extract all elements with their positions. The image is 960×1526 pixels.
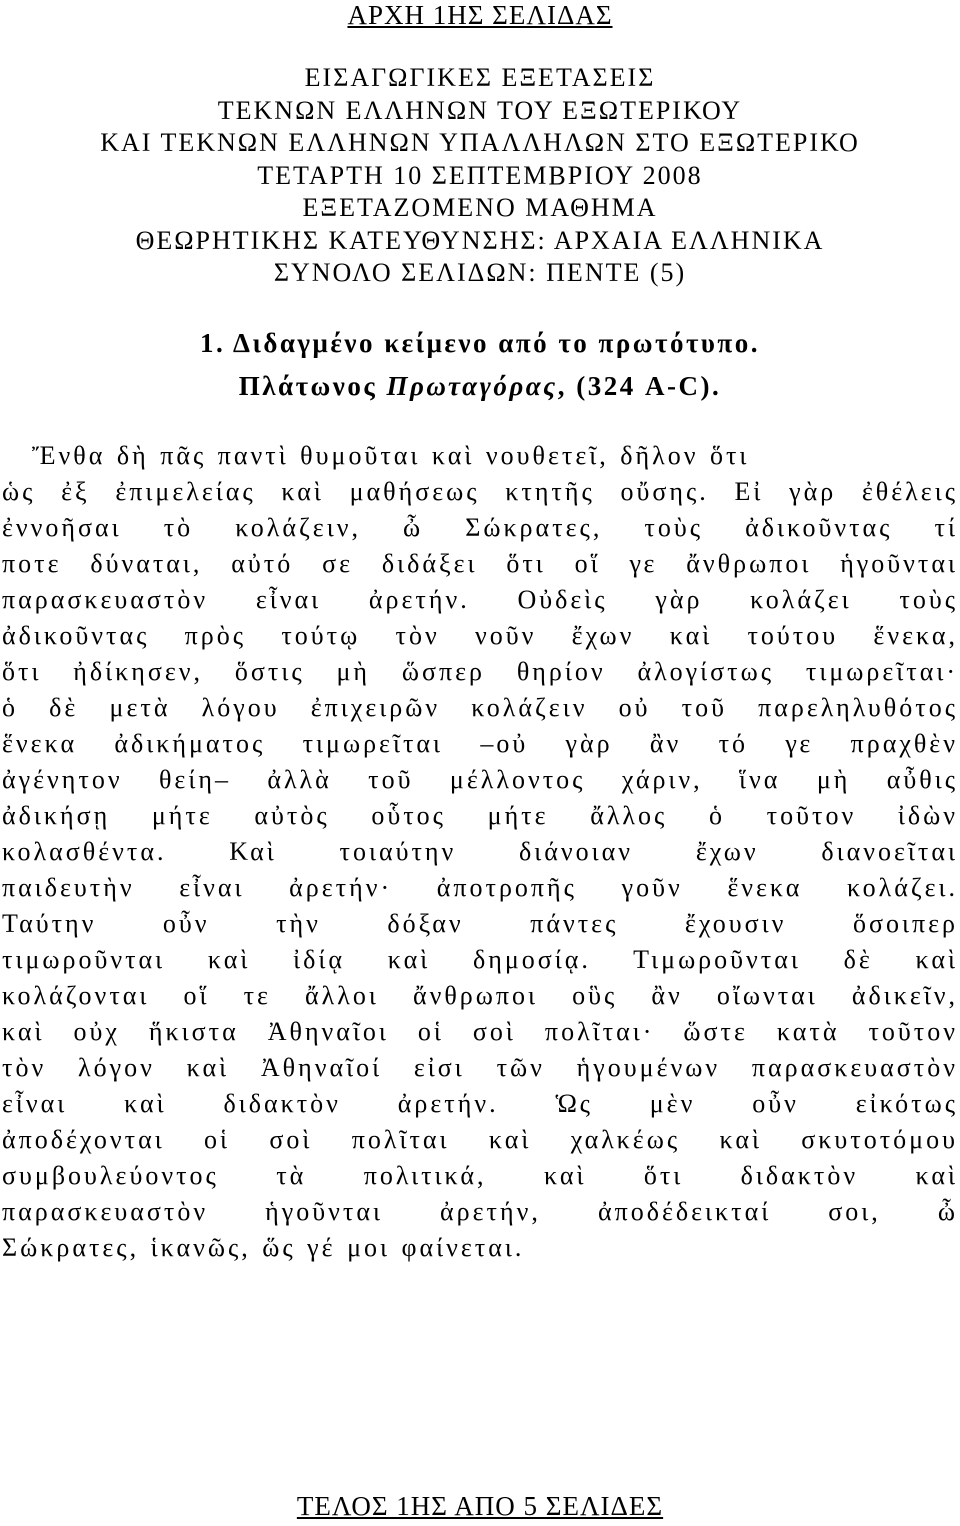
greek-passage — [2, 438, 958, 1266]
passage-line: τιμωροῦνται καὶ ἰδίᾳ καὶ δημοσίᾳ. Τιμωροῦνται δὲ καὶ — [2, 945, 958, 974]
passage-line: ἀγένητον θείη– ἀλλὰ τοῦ μέλλοντος χάριν, ἵνα μὴ αὖθις — [2, 765, 958, 794]
exam-heading-line: ΕΙΣΑΓΩΓΙΚΕΣ ΕΞΕΤΑΣΕΙΣ — [304, 63, 656, 92]
passage-line: Ἔνθα δὴ πᾶς παντὶ θυμοῦται καὶ νουθετεῖ, δῆλον ὅτι — [32, 441, 750, 470]
passage-line: παρασκευαστὸν εἶναι ἀρετήν. Οὐδεὶς γὰρ κολάζει τοὺς — [2, 585, 958, 614]
passage-line: εἶναι καὶ διδακτὸν ἀρετήν. Ὡς μὲν οὖν εἰκότως — [2, 1089, 958, 1118]
exam-heading-line: ΘΕΩΡΗΤΙΚΗΣ ΚΑΤΕΥΘΥΝΣΗΣ: ΑΡΧΑΙΑ ΕΛΛΗΝΙΚΑ — [135, 225, 825, 255]
source-citation — [0, 365, 960, 408]
passage-line: ὁ δὲ μετὰ λόγου ἐπιχειρῶν κολάζειν οὐ τοῦ παρεληλυθότος — [2, 693, 958, 722]
passage-line: καὶ οὐχ ἥκιστα Ἀθηναῖοι οἱ σοὶ πολῖται· ὥστε κατὰ τοῦτον — [2, 1017, 958, 1046]
author-name: Πλάτωνος — [238, 371, 378, 401]
passage-line: Σώκρατες, ἱκανῶς, ὥς γέ μοι φαίνεται. — [2, 1233, 525, 1262]
exam-heading-line: ΣΥΝΟΛΟ ΣΕΛΙΔΩΝ: ΠΕΝΤΕ (5) — [273, 258, 687, 287]
exam-heading-line: ΕΞΕΤΑΖΟΜΕΝΟ ΜΑΘΗΜΑ — [302, 193, 658, 222]
passage-line: ὡς ἐξ ἐπιμελείας καὶ μαθήσεως κτητῆς οὔσης. Εἰ γὰρ ἐθέλεις — [2, 477, 958, 506]
exam-heading — [0, 62, 960, 290]
passage-line: κολασθέντα. Καὶ τοιαύτην διάνοιαν ἔχων διανοεῖται — [2, 837, 958, 866]
passage-line: ἕνεκα ἀδικήματος τιμωρεῖται –οὐ γὰρ ἂν τό γε πραχθὲν — [2, 729, 958, 758]
passage-line: παρασκευαστὸν ἡγοῦνται ἀρετήν, ἀποδέδεικταί σοι, ὦ — [2, 1197, 958, 1226]
passage-line: ἀδικήσῃ μήτε αὐτὸς οὗτος μήτε ἄλλος ὁ τοῦτον ἰδὼν — [2, 801, 958, 830]
passage-line: κολάζονται οἵ τε ἄλλοι ἄνθρωποι οὓς ἂν οἴωνται ἀδικεῖν, — [2, 981, 958, 1010]
passage-line: τὸν λόγον καὶ Ἀθηναῖοί εἰσι τῶν ἡγουμένων παρασκευαστὸν — [2, 1053, 958, 1082]
exam-heading-line: ΤΕΚΝΩΝ ΕΛΛΗΝΩΝ ΤΟΥ ΕΞΩΤΕΡΙΚΟΥ — [217, 95, 743, 125]
passage-line: συμβουλεύοντος τὰ πολιτικά, καὶ ὅτι διδακτὸν καὶ — [2, 1161, 958, 1190]
page-end-marker: ΤΕΛΟΣ 1ΗΣ ΑΠΟ 5 ΣΕΛΙΔΕΣ — [296, 1491, 664, 1521]
passage-line: Ταύτην οὖν τὴν δόξαν πάντες ἔχουσιν ὅσοιπερ — [2, 909, 958, 938]
section-heading: 1. Διδαγμένο κείμενο από το πρωτότυπο. — [200, 328, 760, 358]
passage-line: ὅτι ἠδίκησεν, ὅστις μὴ ὥσπερ θηρίον ἀλογίστως τιμωρεῖται· — [2, 657, 958, 686]
work-title: Πρωταγόρας — [386, 371, 558, 401]
exam-heading-line: ΤΕΤΑΡΤΗ 10 ΣΕΠΤΕΜΒΡΙΟΥ 2008 — [257, 160, 703, 190]
passage-line: ἐννοῆσαι τὸ κολάζειν, ὦ Σώκρατες, τοὺς ἀδικοῦντας τί — [2, 513, 958, 542]
passage-reference: , (324 A-C). — [557, 371, 722, 401]
passage-line: ἀποδέχονται οἱ σοὶ πολῖται καὶ χαλκέως καὶ σκυτοτόμου — [2, 1125, 958, 1154]
page-start-marker: ΑΡΧΗ 1ΗΣ ΣΕΛΙΔΑΣ — [347, 0, 613, 30]
passage-line: ἀδικοῦντας πρὸς τούτῳ τὸν νοῦν ἔχων καὶ τούτου ἕνεκα, — [2, 621, 958, 650]
passage-line: παιδευτὴν εἶναι ἀρετήν· ἀποτροπῆς γοῦν ἕνεκα κολάζει. — [2, 873, 958, 902]
passage-line: ποτε δύναται, αὐτό σε διδάξει ὅτι οἵ γε ἄνθρωποι ἡγοῦνται — [2, 549, 958, 578]
section-title — [0, 322, 960, 408]
exam-heading-line: ΚΑΙ ΤΕΚΝΩΝ ΕΛΛΗΝΩΝ ΥΠΑΛΛΗΛΩΝ ΣΤΟ ΕΞΩΤΕΡΙΚΟ — [100, 128, 860, 157]
